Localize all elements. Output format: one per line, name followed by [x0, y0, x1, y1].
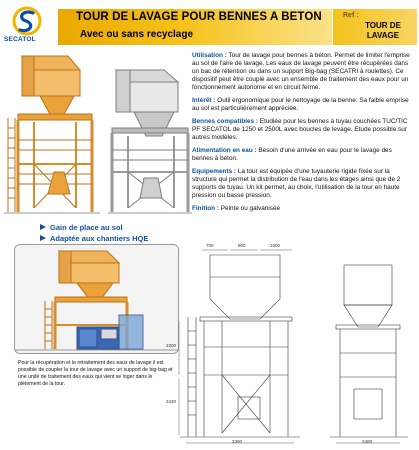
section-finition — [192, 205, 414, 213]
section-text: Tour de lavage pour bennes à béton. Permet de limiter l'emprise au sol de l'aire de lavage. Les eaux de lavage peuvent être récupérées dans un bac de rétention ou dans un support Big-bag (SECATRI à roulettes). Ce dispositif peut être couplé avec un ensemble de traitement des eaux pour un fonctionnement autonome et en circuit fermé. — [192, 52, 410, 91]
benefit-item: Adaptée aux chantiers HQE — [40, 233, 148, 244]
page-subtitle: Avec ou sans recyclage — [80, 29, 194, 40]
section-label: Alimentation en eau : — [192, 147, 257, 154]
header — [0, 0, 419, 48]
dim-top-b: 900 — [238, 243, 246, 248]
dim-right-width: 2400 — [362, 439, 373, 444]
section-text: Etudiée pour les bennes à tuyau couchées TUC/TIC PF SECATOL de 1250 et 2500L avec boucles de levage. Etude possible sur autres modèles. — [192, 118, 408, 141]
section-label: Finition : — [192, 205, 219, 212]
inset-caption: Pour la récupération et le retraitement des eaux de lavage il est possible de coupler la tour de lavage avec un support de big-bag et une unité de traitement des eaux qui vient se loger dans le piètement de la tour. — [18, 360, 173, 387]
dim-left-h1: 2200 — [166, 343, 177, 348]
description-column — [192, 52, 414, 218]
section-bennes — [192, 118, 414, 142]
brand-name: SECATOL — [4, 36, 36, 43]
page-title: TOUR DE LAVAGE POUR BENNES A BETON — [76, 11, 322, 23]
dim-top-a: 700 — [206, 243, 214, 248]
section-text: Besoin d'une arrivée en eau pour le lavage des bennes à béton. — [192, 147, 392, 162]
section-label: Bennes compatibles : — [192, 118, 259, 125]
section-label: Utilisation : — [192, 52, 227, 59]
reference-label: Ref : — [343, 12, 359, 19]
section-text: Outil ergonomique pour le nettoyage de la benne. Sa faible emprise au sol est particulièrement appréciée. — [192, 97, 409, 112]
benefit-item: Gain de place au sol — [40, 222, 148, 233]
dim-left-h2: 2430 — [166, 399, 177, 404]
orange-tower-image — [4, 56, 100, 213]
section-interet — [192, 97, 414, 113]
section-label: Intérêt : — [192, 97, 216, 104]
section-text: La tour est équipée d'une tuyauterie rigide fixée sur la structure qui permet la distribution de l'eau dans les étages ainsi que de 2 supports de tuyau. Un kit permet, au choix, l'utilisation de la tour en haute pression ou basse pression. — [192, 168, 401, 199]
section-utilisation — [192, 52, 414, 92]
section-text: Peinte ou galvanisée — [220, 205, 281, 212]
section-label: Equipements : — [192, 168, 237, 175]
inset-photo-frame — [14, 244, 179, 354]
benefits-list — [40, 222, 148, 244]
section-equipements — [192, 168, 414, 200]
galvanized-tower-image — [108, 70, 192, 213]
reference-value: TOUR DE LAVAGE — [365, 21, 401, 40]
dim-bottom-width: 3300 — [232, 439, 243, 444]
dim-top-c: 1600 — [270, 243, 281, 248]
section-alimentation — [192, 147, 414, 163]
product-photos — [4, 52, 192, 222]
drawing-dimension-labels — [166, 243, 416, 447]
tower-with-treatment-unit-image — [15, 245, 179, 354]
